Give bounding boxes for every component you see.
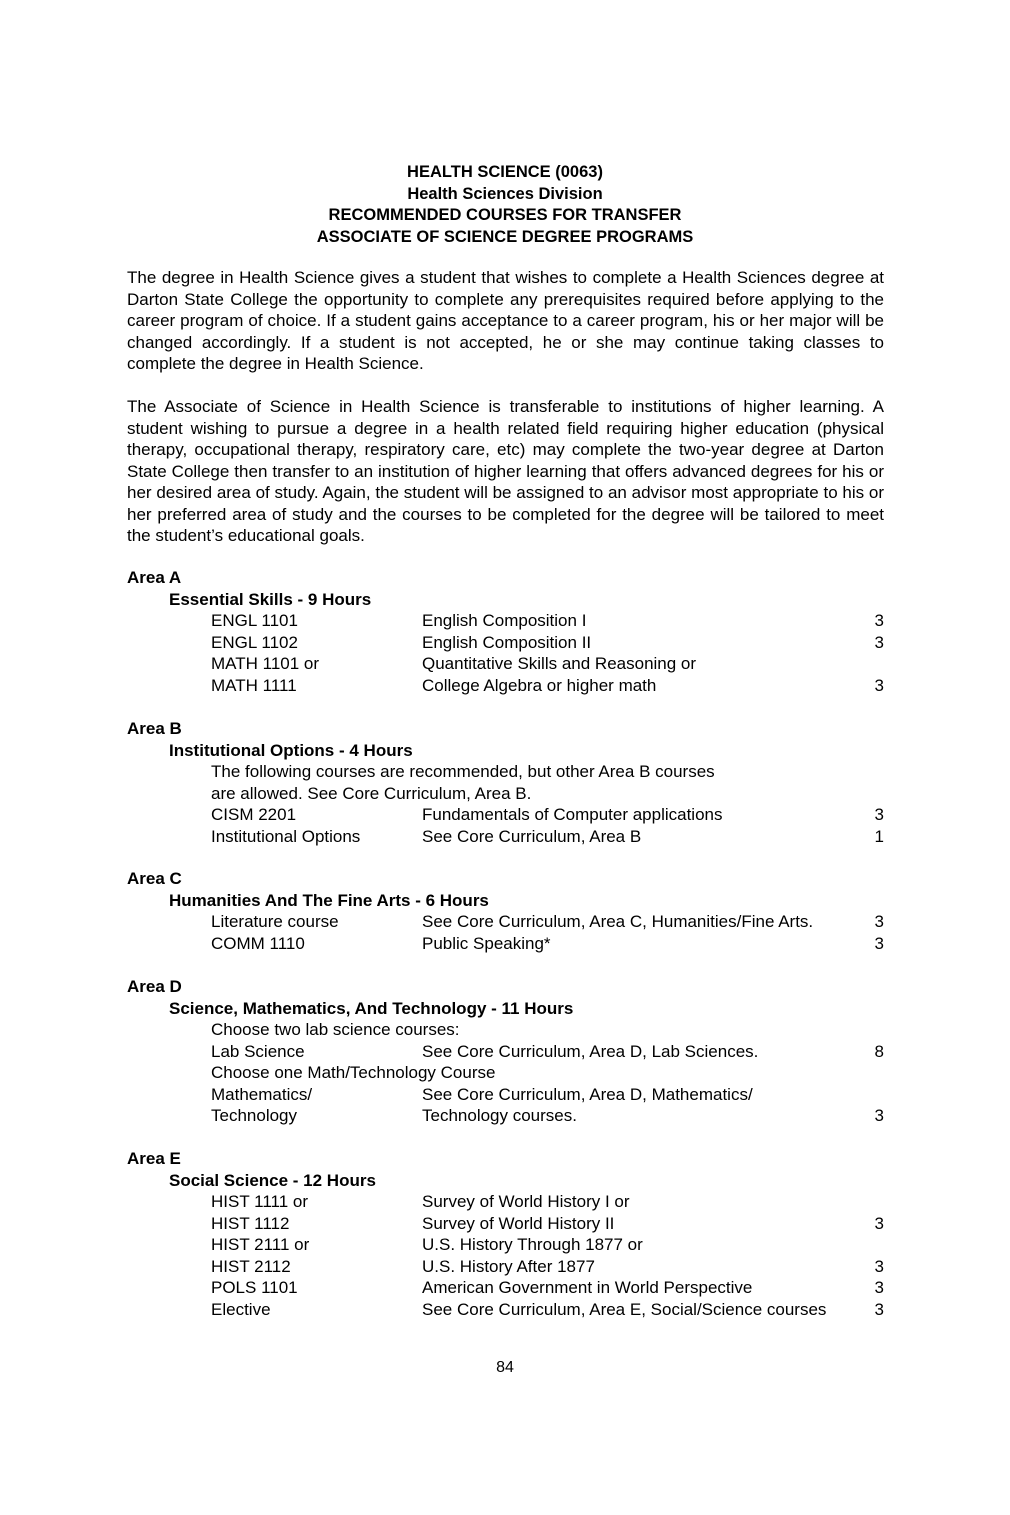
course-row bbox=[127, 675, 887, 697]
area-title: Area B bbox=[127, 719, 182, 738]
page-number: 84 bbox=[496, 1359, 514, 1376]
course-description: American Government in World Perspective bbox=[422, 1278, 753, 1297]
course-description: Fundamentals of Computer applications bbox=[422, 805, 723, 824]
course-row bbox=[127, 804, 887, 826]
course-hours: 3 bbox=[874, 1299, 884, 1319]
area-note bbox=[127, 1019, 887, 1041]
course-description: See Core Curriculum, Area C, Humanities/Fine Arts. bbox=[422, 912, 814, 931]
course-row bbox=[127, 1213, 887, 1235]
course-description: See Core Curriculum, Area B bbox=[422, 826, 642, 846]
course-row bbox=[127, 1191, 887, 1213]
course-hours: 3 bbox=[874, 1256, 884, 1276]
course-row bbox=[127, 1084, 887, 1106]
course-code: Literature course bbox=[211, 912, 339, 931]
page-header bbox=[0, 162, 1010, 248]
header-degree-type: ASSOCIATE OF SCIENCE DEGREE PROGRAMS bbox=[316, 227, 694, 246]
header-subtitle: RECOMMENDED COURSES FOR TRANSFER bbox=[328, 206, 682, 224]
course-description: U.S. History Through 1877 or bbox=[422, 1235, 643, 1254]
area-subtitle: Essential Skills - 9 Hours bbox=[169, 589, 372, 609]
course-code: ENGL 1101 bbox=[211, 611, 298, 630]
course-hours: 3 bbox=[874, 1213, 884, 1233]
area-note-text: are allowed. See Core Curriculum, Area B. bbox=[211, 783, 532, 803]
area-note bbox=[127, 783, 887, 805]
area-note-text: Choose two lab science courses: bbox=[211, 1020, 460, 1039]
course-code: CISM 2201 bbox=[211, 805, 297, 824]
area-subtitle: Institutional Options - 4 Hours bbox=[169, 740, 413, 760]
course-row bbox=[127, 632, 887, 654]
area-subtitle: Science, Mathematics, And Technology - 11 Hours bbox=[169, 998, 574, 1018]
course-code: HIST 2111 or bbox=[211, 1235, 310, 1254]
course-code: Institutional Options bbox=[211, 826, 361, 846]
intro-paragraph-1: The degree in Health Science gives a student that wishes to complete a Health Sciences degree at Darton State College the opportunity to complete any prerequisites required before applying to the career program of choice. If a student gains acceptance to a career program, his or her major will be changed accordingly. If a student is not accepted, he or she may continue taking classes to complete the degree in Health Science. bbox=[127, 268, 884, 373]
course-description: See Core Curriculum, Area E, Social/Science courses bbox=[422, 1299, 827, 1319]
area-subtitle: Social Science - 12 Hours bbox=[169, 1170, 376, 1190]
course-row bbox=[127, 1299, 887, 1321]
course-hours: 3 bbox=[874, 675, 884, 695]
course-description: See Core Curriculum, Area D, Lab Sciences. bbox=[422, 1041, 759, 1061]
course-description: See Core Curriculum, Area D, Mathematics/ bbox=[422, 1084, 753, 1104]
course-description: Technology courses. bbox=[422, 1106, 577, 1125]
course-row bbox=[127, 610, 887, 632]
course-code: Mathematics/ bbox=[211, 1084, 313, 1104]
course-code: HIST 1112 bbox=[211, 1213, 290, 1233]
course-code: Elective bbox=[211, 1299, 271, 1319]
course-row bbox=[127, 911, 887, 933]
course-code: POLS 1101 bbox=[211, 1278, 298, 1297]
course-code: MATH 1101 or bbox=[211, 654, 320, 673]
course-code: Lab Science bbox=[211, 1041, 305, 1061]
course-row bbox=[127, 653, 887, 675]
area-d-section bbox=[127, 976, 887, 1127]
course-hours: 3 bbox=[874, 632, 884, 652]
course-row bbox=[127, 1041, 887, 1063]
course-description: Quantitative Skills and Reasoning or bbox=[422, 654, 697, 673]
division-name: Health Sciences Division bbox=[407, 184, 603, 203]
area-title: Area C bbox=[127, 869, 182, 888]
course-hours: 3 bbox=[874, 805, 884, 824]
program-title: HEALTH SCIENCE (0063) bbox=[407, 163, 603, 181]
course-code: HIST 1111 or bbox=[211, 1192, 309, 1211]
area-note bbox=[127, 1062, 887, 1084]
area-c-section bbox=[127, 868, 887, 954]
area-a-section bbox=[127, 567, 887, 696]
area-title: Area D bbox=[127, 977, 182, 996]
area-title: Area E bbox=[127, 1149, 181, 1168]
course-row bbox=[127, 1256, 887, 1278]
course-row bbox=[127, 1277, 887, 1299]
course-hours: 3 bbox=[874, 611, 884, 630]
course-code: COMM 1110 bbox=[211, 933, 305, 953]
course-description: Survey of World History I or bbox=[422, 1192, 630, 1211]
course-hours: 3 bbox=[874, 1106, 884, 1125]
course-description: U.S. History After 1877 bbox=[422, 1256, 595, 1276]
area-note-text: The following courses are recommended, but other Area B courses bbox=[211, 762, 715, 781]
course-code: ENGL 1102 bbox=[211, 632, 298, 652]
area-note bbox=[127, 761, 887, 783]
course-description: College Algebra or higher math bbox=[422, 675, 657, 695]
course-row bbox=[127, 1105, 887, 1127]
course-row bbox=[127, 826, 887, 848]
course-hours: 3 bbox=[874, 912, 884, 931]
area-note-text: Choose one Math/Technology Course bbox=[211, 1063, 496, 1082]
course-description: English Composition II bbox=[422, 632, 592, 652]
course-description: Public Speaking* bbox=[422, 933, 551, 953]
area-b-section bbox=[127, 718, 887, 847]
course-row bbox=[127, 933, 887, 955]
area-title: Area A bbox=[127, 568, 182, 587]
course-description: English Composition I bbox=[422, 611, 587, 630]
course-code: HIST 2112 bbox=[211, 1256, 291, 1276]
course-hours: 8 bbox=[874, 1041, 884, 1061]
course-description: Survey of World History II bbox=[422, 1213, 615, 1233]
course-hours: 1 bbox=[874, 826, 884, 846]
course-row bbox=[127, 1234, 887, 1256]
course-code: MATH 1111 bbox=[211, 675, 297, 695]
intro-paragraph-2: The Associate of Science in Health Science is transferable to institutions of higher learning. A student wishing to pursue a degree in a health related field requiring higher education (physical therapy, occupational therapy, respiratory care, etc) may complete the two-year degree at Darton State College then transfer to an institution of higher learning that offers advanced degrees for his or her desired area of study. Again, the student will be assigned to an advisor most appropriate to his or her preferred area of study and the courses to be completed for the degree will be tailored to meet the student’s educational goals. bbox=[127, 397, 884, 545]
course-hours: 3 bbox=[874, 933, 884, 953]
course-hours: 3 bbox=[874, 1278, 884, 1297]
area-subtitle: Humanities And The Fine Arts - 6 Hours bbox=[169, 890, 489, 910]
area-e-section bbox=[127, 1148, 887, 1320]
course-code: Technology bbox=[211, 1106, 298, 1125]
